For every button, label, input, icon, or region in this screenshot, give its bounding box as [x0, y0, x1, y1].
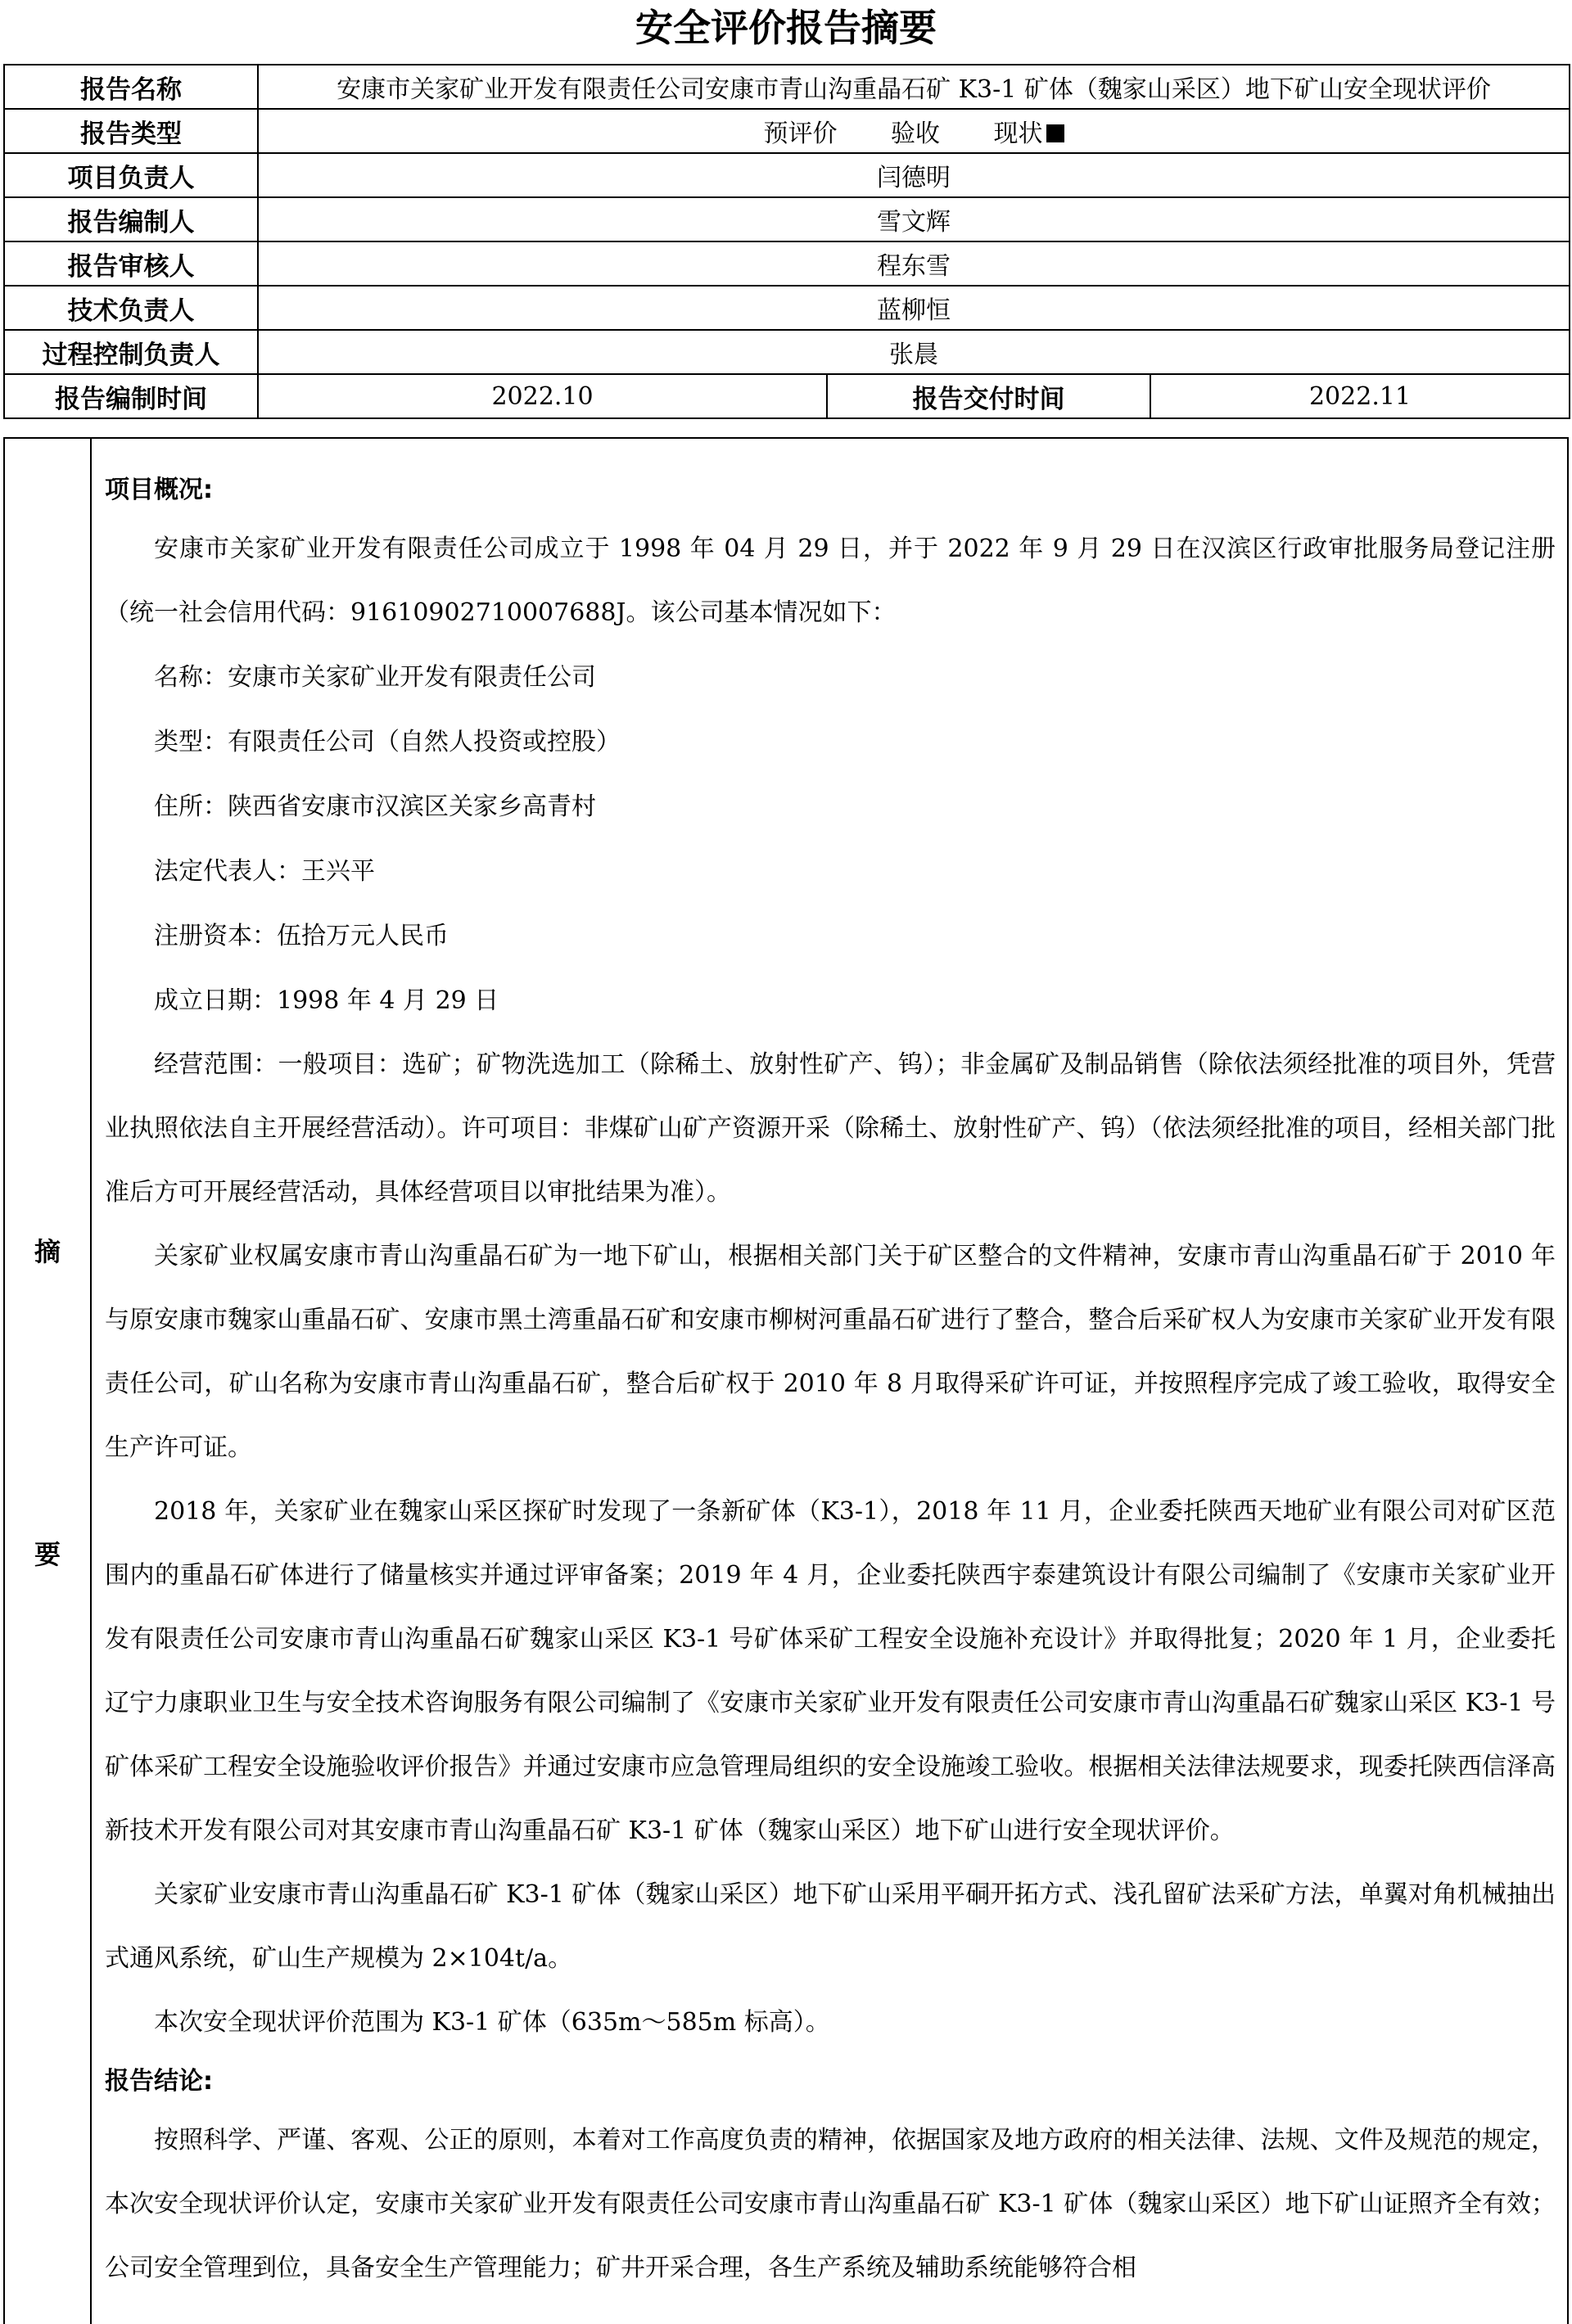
paragraph: 安康市关家矿业开发有限责任公司成立于 1998 年 04 月 29 日，并于 2022 年 9 月 29 日在汉滨区行政审批服务局登记注册（统一社会信用代码：91610902710007688J。该公司基本情况如下：: [105, 535, 1556, 627]
legal-rep-item: 法定代表人：王兴平: [154, 857, 375, 886]
delivery-time-label: 报告交付时间: [827, 374, 1150, 418]
report-info-table: [3, 64, 1570, 419]
table-row: [4, 197, 1570, 241]
summary-side-char: 摘: [34, 1236, 61, 1267]
report-type-label: 报告类型: [4, 109, 258, 153]
process-control-label: 过程控制负责人: [4, 330, 258, 374]
project-leader-label: 项目负责人: [4, 153, 258, 197]
page-title: 安全评价报告摘要: [635, 6, 937, 50]
table-row: [4, 330, 1570, 374]
overview-heading: 项目概况:: [105, 476, 213, 504]
table-row: [4, 286, 1570, 330]
compile-time-value: 2022.10: [258, 374, 827, 418]
type-option-acceptance: 验收: [891, 120, 940, 148]
capital-item: 注册资本：伍拾万元人民币: [154, 922, 449, 950]
reviewer-label: 报告审核人: [4, 241, 258, 286]
table-row: [4, 65, 1570, 109]
delivery-time-value: 2022.11: [1150, 374, 1570, 418]
report-name-label: 报告名称: [4, 65, 258, 109]
paragraph: 2018 年，关家矿业在魏家山采区探矿时发现了一条新矿体（K3-1），2018 年 11 月，企业委托陕西天地矿业有限公司对矿区范围内的重晶石矿体进行了储量核实并通过评审备案；2019 年 4 月，企业委托陕西宇泰建筑设计有限公司编制了《安康市关家矿业开发有限责任公司安康市青山沟重晶石矿魏家山采区 K3-1 号矿体采矿工程安全设施补充设计》并取得批复；2020 年 1 月，企业委托辽宁力康职业卫生与安全技术咨询服务有限公司编制了《安康市关家矿业开发有限责任公司安康市青山沟重晶石矿魏家山采区 K3-1 号矿体采矿工程安全设施验收评价报告》并通过安康市应急管理局组织的安全设施竣工验收。根据相关法律法规要求，现委托陕西信泽高新技术开发有限公司对其安康市青山沟重晶石矿 K3-1 矿体（魏家山采区）地下矿山进行安全现状评价。: [105, 1497, 1556, 1845]
company-name-item: 名称：安康市关家矿业开发有限责任公司: [154, 663, 596, 692]
table-row: [4, 109, 1570, 153]
summary-side-char: 要: [34, 1539, 61, 1570]
summary-content: [92, 439, 1567, 2300]
report-type-options: [258, 109, 1570, 153]
established-item: 成立日期：1998 年 4 月 29 日: [154, 986, 499, 1015]
compiler-label: 报告编制人: [4, 197, 258, 241]
checked-square-icon: [1046, 124, 1064, 142]
process-control-value: 张晨: [258, 330, 1570, 374]
paragraph: 按照科学、严谨、客观、公正的原则，本着对工作高度负责的精神，依据国家及地方政府的相关法律、法规、文件及规范的规定，本次安全现状评价认定，安康市关家矿业开发有限责任公司安康市青山沟重晶石矿 K3-1 矿体（魏家山采区）地下矿山证照齐全有效；公司安全管理到位，具备安全生产管理能力；矿井开采合理，各生产系统及辅助系统能够符合相: [105, 2126, 1556, 2282]
paragraph: 经营范围：一般项目：选矿；矿物洗选加工（除稀土、放射性矿产、钨）；非金属矿及制品销售（除依法须经批准的项目外，凭营业执照依法自主开展经营活动）。许可项目：非煤矿山矿产资源开采（除稀土、放射性矿产、钨）（依法须经批准的项目，经相关部门批准后方可开展经营活动，具体经营项目以审批结果为准）。: [105, 1050, 1556, 1207]
reviewer-value: 程东雪: [258, 241, 1570, 286]
paragraph: 关家矿业权属安康市青山沟重晶石矿为一地下矿山，根据相关部门关于矿区整合的文件精神，安康市青山沟重晶石矿于 2010 年与原安康市魏家山重晶石矿、安康市黑土湾重晶石矿和安康市柳树河重晶石矿进行了整合，整合后采矿权人为安康市关家矿业开发有限责任公司，矿山名称为安康市青山沟重晶石矿，整合后矿权于 2010 年 8 月取得采矿许可证，并按照程序完成了竣工验收，取得安全生产许可证。: [105, 1242, 1556, 1462]
table-row: [4, 241, 1570, 286]
tech-leader-label: 技术负责人: [4, 286, 258, 330]
conclusion-heading: 报告结论:: [105, 2067, 213, 2096]
project-leader-value: 闫德明: [258, 153, 1570, 197]
table-row: [4, 374, 1570, 418]
summary-section: [3, 437, 1569, 2324]
type-option-pre: 预评价: [763, 120, 838, 148]
type-option-status-label: 现状: [993, 120, 1043, 148]
company-type-item: 类型：有限责任公司（自然人投资或控股）: [154, 728, 621, 756]
paragraph: 关家矿业安康市青山沟重晶石矿 K3-1 矿体（魏家山采区）地下矿山采用平硐开拓方式、浅孔留矿法采矿方法，单翼对角机械抽出式通风系统，矿山生产规模为 2×104t/a。: [105, 1880, 1556, 1973]
company-address-item: 住所：陕西省安康市汉滨区关家乡高青村: [154, 792, 596, 821]
tech-leader-value: 蓝柳恒: [258, 286, 1570, 330]
summary-side-label: [5, 439, 92, 2324]
report-name-value: 安康市关家矿业开发有限责任公司安康市青山沟重晶石矿 K3-1 矿体（魏家山采区）地下矿山安全现状评价: [258, 65, 1570, 109]
table-row: [4, 153, 1570, 197]
compiler-value: 雪文辉: [258, 197, 1570, 241]
compile-time-label: 报告编制时间: [4, 374, 258, 418]
paragraph: 本次安全现状评价范围为 K3-1 矿体（635m～585m 标高）。: [154, 2008, 830, 2037]
type-option-status: [994, 113, 1064, 149]
